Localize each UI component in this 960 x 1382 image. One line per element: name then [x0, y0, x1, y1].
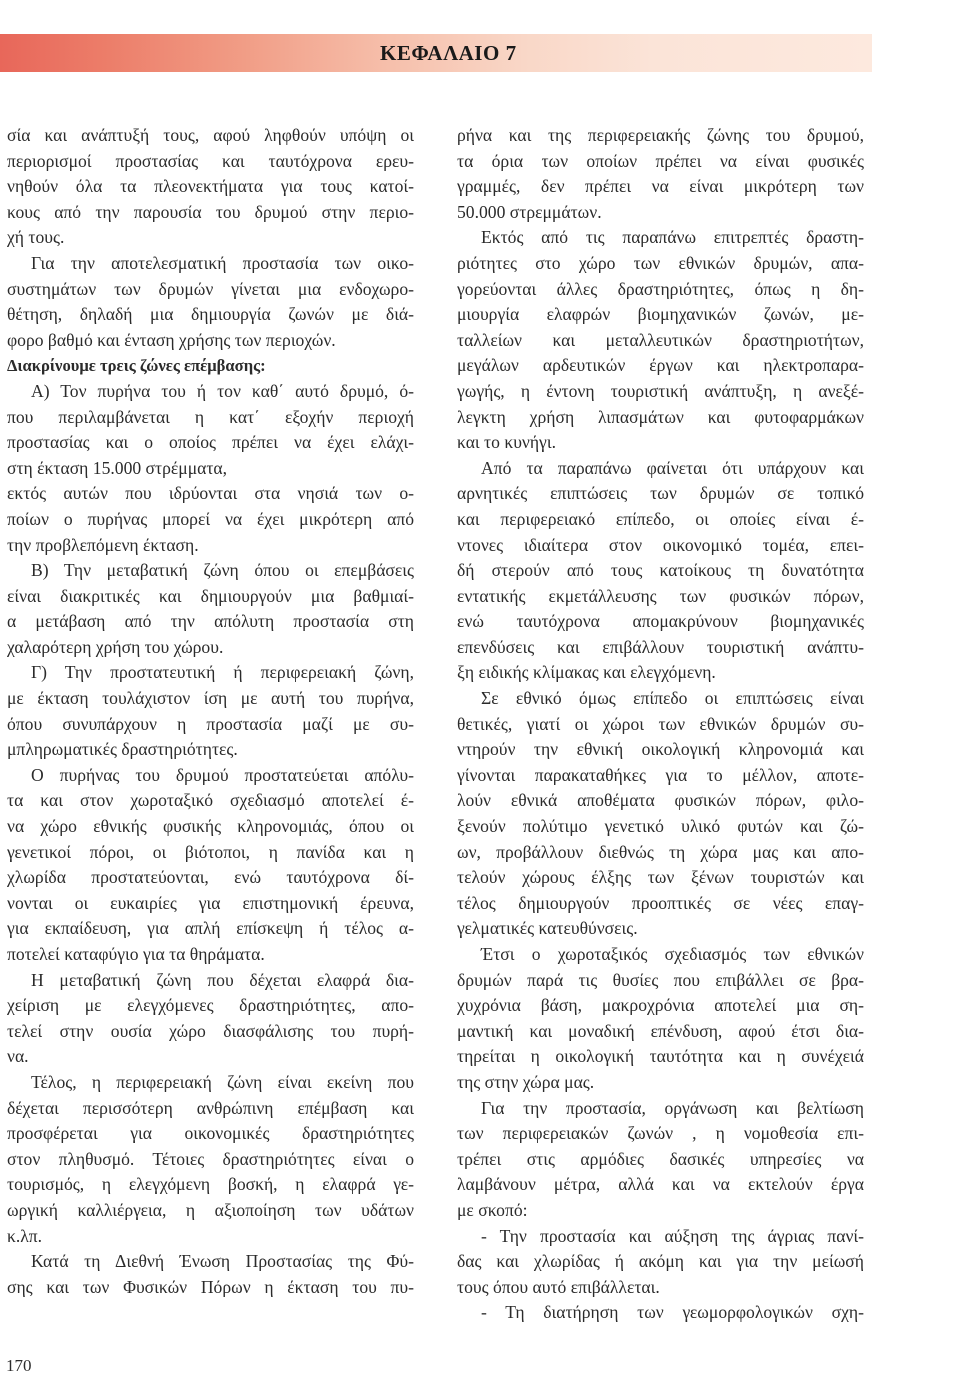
- text-line: χλωρίδα προστατεύονται, ενώ ταυτόχρονα δί-: [7, 867, 414, 888]
- text-line: μιουργία ελαφρών βιομηχανικών ζωνών, με-: [457, 304, 864, 325]
- text-line: ποτελεί καταφύγιο για τα θηράματα.: [7, 944, 265, 964]
- text-line: προσφέρεται για οικονομικές δραστηριότητες: [7, 1123, 414, 1144]
- text-line: να.: [7, 1046, 29, 1067]
- text-line: Ο πυρήνας του δρυμού προστατεύεται απόλυ-: [31, 764, 414, 785]
- text-line: Γ) Την προστατευτική ή περιφερειακή ζώνη,: [31, 662, 414, 683]
- text-line: 50.000 στρεμμάτων.: [457, 201, 602, 222]
- text-line: ωργική καλλιέργεια, η αξιοποίηση των υδάτων: [7, 1199, 414, 1220]
- text-line: και το κυνήγι.: [457, 432, 556, 453]
- text-line: επενδύσεις και επιβάλλουν τουριστική ανάπτυ-: [457, 636, 864, 657]
- text-line: ταλλείων και μεταλλευτικών δραστηριοτήτων,: [457, 329, 864, 350]
- text-line: αρνητικές επιπτώσεις των δρυμών σε τοπικό: [457, 483, 864, 504]
- text-line: τελούν χώρους έλξης των ξένων τουριστών και: [457, 867, 864, 888]
- text-line: γελματικές κατευθύνσεις.: [457, 918, 638, 939]
- page-number: 170: [6, 1356, 32, 1375]
- text-line: γίνονται παρακαταθήκες για το μέλλον, αποτε-: [457, 764, 864, 785]
- text-line: λούν εθνικά αποθέματα φυσικών πόρων, φιλο-: [457, 790, 864, 811]
- text-line: σης και των Φυσικών Πόρων η έκταση του πυ-: [7, 1276, 414, 1297]
- text-line: είναι διακριτικές και δημιουργούν μια βαθμιαί-: [7, 585, 414, 606]
- text-line: γραμμές, δεν πρέπει να είναι μικρότερη των: [457, 176, 864, 197]
- right-text-column: [457, 123, 864, 1326]
- text-line: στη έκταση 15.000 στρέμματα,: [7, 457, 228, 478]
- text-line: τα και στον χωροταξικό σχεδιασμό αποτελεί έ-: [7, 790, 414, 811]
- text-line: τέλος δημιουργούν προοπτικές σε νέες επαγ-: [457, 892, 864, 913]
- text-line: λεγκτη χρήση λιπασμάτων και φυτοφαρμάκων: [457, 406, 864, 427]
- text-line: - Τη διατήρηση των γεωμορφολογικών σχη-: [481, 1302, 864, 1323]
- text-line: δή στερούν από τους κατοίκους τη δυνατότητα: [457, 560, 864, 581]
- text-line: και περιφερειακό επίπεδο, οι οποίες είναι έ-: [457, 508, 864, 529]
- text-line: με έκταση τουλάχιστον ίση με αυτή του πυρήνα,: [7, 688, 414, 709]
- text-line: ων, προβάλλουν διεθνώς τη χώρα μας και απο-: [457, 841, 864, 862]
- text-line: που περιλαμβάνεται η κατ΄ εξοχήν περιοχή: [7, 406, 414, 427]
- text-line: γωγής, η έντονη τουριστική ανάπτυξη, η ανεξέ-: [457, 380, 864, 401]
- text-line: μεγάλων αρδευτικών έργων και ηλεκτροπαρα-: [457, 355, 864, 376]
- text-line: Για την προστασία, οργάνωση και βελτίωση: [481, 1097, 864, 1118]
- text-line: Β) Την μεταβατική ζώνη όπου οι επεμβάσεις: [31, 560, 414, 581]
- text-line: των περιφερειακών ζωνών , η νομοθεσία επι-: [457, 1123, 864, 1144]
- text-line: προστασίας και ο οποίος πρέπει να έχει ελάχι-: [7, 432, 414, 453]
- text-line: στον πληθυσμό. Τέτοιες δραστηριότητες είναι ο: [7, 1148, 414, 1169]
- text-line: τελεί στην ουσία χώρο διασφάλισης του πυρή-: [7, 1020, 414, 1041]
- text-line: θέτηση, δηλαδή μια δημιουργία ζωνών με διά-: [7, 304, 414, 325]
- text-line: ξενούν πολύτιμο γενετικό υλικό φυτών και ζώ-: [457, 816, 864, 837]
- text-line: Α) Τον πυρήνα του ή τον καθ΄ αυτό δρυμό, ό-: [31, 380, 414, 401]
- text-line: τους όπου αυτό επιβάλλεται.: [457, 1276, 660, 1297]
- text-line: Τέλος, η περιφερειακή ζώνη είναι εκείνη που: [31, 1071, 414, 1092]
- text-line: δρυμών παρά τις θυσίες που επιβάλλει σε βρα-: [457, 969, 864, 990]
- text-line: σία και ανάπτυξή τους, αφού ληφθούν υπόψη οι: [7, 125, 414, 145]
- text-line: περιορισμοί προστασίας και ταυτόχρονα ερευ-: [7, 150, 414, 171]
- text-line: δας και χλωρίδας ή ακόμη και για την μείωσή: [457, 1251, 864, 1272]
- text-line: Εκτός από τις παραπάνω επιτρεπτές δραστη-: [481, 227, 864, 248]
- text-line: τρέπει στις αρμόδιες δασικές υπηρεσίες να: [457, 1148, 864, 1169]
- text-line: όπου συνυπάρχουν η προστασία μαζί με συ-: [7, 713, 414, 734]
- text-line: χαλαρότερη χρήση του χώρου.: [7, 636, 224, 657]
- text-line: Η μεταβατική ζώνη που δέχεται ελαφρά δια-: [31, 969, 414, 990]
- text-line: α μετάβαση από την απόλυτη προστασία στη: [7, 611, 414, 632]
- text-line: - Την προστασία και αύξηση της άγριας πανί-: [481, 1225, 864, 1246]
- text-line: κους από την παρουσία του δρυμού στην περιο-: [7, 201, 414, 222]
- text-line: της στην χώρα μας.: [457, 1071, 595, 1092]
- text-line: ξη ειδικής κλίμακας και ελεγχόμενη.: [457, 662, 716, 683]
- text-line: τηρείται η οικολογική ταυτότητα και η συνέχειά: [457, 1046, 864, 1067]
- text-line: ντηρούν την εθνική οικολογική κληρονομιά και: [457, 739, 864, 760]
- text-line: την προβλεπόμενη έκταση.: [7, 534, 199, 555]
- text-line: γενετικοί πόροι, οι βιότοποι, η πανίδα και η: [7, 841, 414, 862]
- text-line: ριότητες στο χώρο των εθνικών δρυμών, απα-: [457, 252, 864, 273]
- text-line: νηθούν όλα τα πλεονεκτήματα για τους κατοί-: [7, 176, 414, 197]
- left-text-column: [7, 123, 414, 1300]
- text-line: κ.λπ.: [7, 1225, 43, 1246]
- text-line: Κατά τη Διεθνή Ένωση Προστασίας της Φύ-: [31, 1251, 414, 1272]
- section-heading: Διακρίνουμε τρεις ζώνες επέμβασης:: [7, 356, 266, 376]
- text-line: ενώ ταυτόχρονα απομακρύνουν βιομηχανικές: [457, 611, 864, 632]
- text-line: χείριση με ελεγχόμενες δραστηριότητες, απο-: [7, 995, 414, 1016]
- text-line: με σκοπό:: [457, 1199, 528, 1220]
- text-line: μπληρωματικές δραστηριότητες.: [7, 739, 238, 760]
- text-line: να χώρο εθνικής φυσικής κληρονομιάς, όπου οι: [7, 816, 414, 837]
- text-line: ποίων ο πυρήνας μπορεί να έχει μικρότερη από: [7, 508, 414, 529]
- text-line: δέχεται περισσότερη ανθρώπινη επέμβαση και: [7, 1097, 414, 1118]
- text-line: φορο βαθμό και ένταση χρήσης των περιοχών.: [7, 329, 336, 350]
- text-line: θετικές, γιατί οι χώροι των εθνικών δρυμών συ-: [457, 713, 864, 734]
- text-line: χή τους.: [7, 227, 65, 248]
- text-line: εκτός αυτών που ιδρύονται στα νησιά των ο-: [7, 483, 414, 504]
- text-line: για εκπαίδευση, για απλή επίσκεψη ή τέλος α-: [7, 918, 414, 939]
- text-line: Έτσι ο χωροταξικός σχεδιασμός των εθνικών: [481, 944, 864, 964]
- text-line: Από τα παραπάνω φαίνεται ότι υπάρχουν και: [481, 457, 864, 478]
- text-line: μαντική και μοναδική επένδυση, αφού έτσι δια-: [457, 1020, 864, 1041]
- text-line: τουρισμός, η ελεγχόμενη βοσκή, η ελαφρά γε-: [7, 1174, 414, 1195]
- text-line: ντονες ιδιαίτερα στον οικονομικό τομέα, επει-: [457, 534, 864, 555]
- text-line: Σε εθνικό όμως επίπεδο οι επιπτώσεις είναι: [481, 688, 864, 709]
- text-line: Για την αποτελεσματική προστασία των οικο-: [31, 252, 414, 273]
- text-line: τα όρια των οποίων πρέπει να είναι φυσικές: [457, 150, 864, 171]
- text-line: γορεύονται άλλες δραστηριότητες, όπως η δη-: [457, 278, 864, 299]
- text-line: νονται οι ευκαιρίες για επιστημονική έρευνα,: [7, 892, 414, 913]
- text-line: λαμβάνουν μέτρα, αλλά και να εκτελούν έργα: [457, 1174, 864, 1195]
- chapter-title: ΚΕΦΑΛΑΙΟ 7: [380, 41, 517, 65]
- text-line: ρήνα και της περιφερειακής ζώνης του δρυμού,: [457, 125, 864, 145]
- text-line: εντατικής εκμετάλλευσης των φυσικών πόρων,: [457, 585, 864, 606]
- text-line: συστημάτων των δρυμών γίνεται μια ενδοχωρο-: [7, 278, 414, 299]
- text-line: χυχρόνια βάση, μακροχρόνια αποτελεί μια ση-: [457, 995, 864, 1016]
